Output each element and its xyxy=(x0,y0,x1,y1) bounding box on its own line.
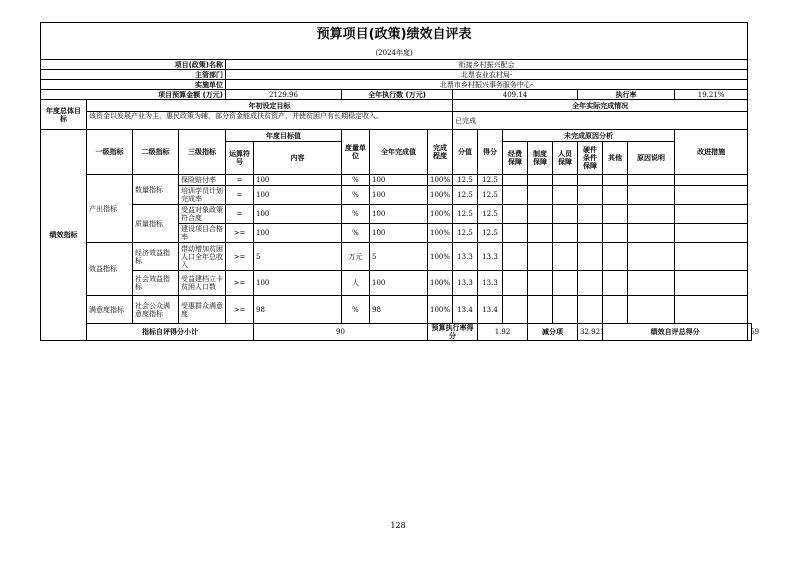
target-value-header: 年度目标值 xyxy=(226,130,342,142)
group-social: 社会效益指标 xyxy=(133,271,179,296)
rate-value: 19.21% xyxy=(675,90,748,100)
degree-cell: 100% xyxy=(428,271,453,296)
performance-indicators-label: 绩效指标 xyxy=(41,130,87,341)
total-score-label: 绩效自评总得分 xyxy=(603,324,748,341)
score-cell: 13.3 xyxy=(478,243,503,271)
page-title: 预算项目(政策)绩效自评表 xyxy=(41,23,748,48)
unit-cell: % xyxy=(342,175,370,186)
level3-header: 三级指标 xyxy=(179,130,226,175)
full-score-cell: 12.5 xyxy=(453,224,478,243)
level3-cell: 带动增加贫困人口全年总收入 xyxy=(179,243,226,271)
operator-cell: = xyxy=(226,205,254,224)
operator-cell: >= xyxy=(226,296,254,324)
degree-cell: 100% xyxy=(428,186,453,205)
level3-cell: 培训学员计划完成率 xyxy=(179,186,226,205)
content-cell: 100 xyxy=(254,271,342,296)
budget-value: 2129.96 xyxy=(226,90,342,100)
level3-cell: 受益建档立卡贫困人口数 xyxy=(179,271,226,296)
content-cell: 98 xyxy=(254,296,342,324)
score-cell: 12.5 xyxy=(478,205,503,224)
annual-cell: 98 xyxy=(370,296,428,324)
score-cell: 13.3 xyxy=(478,271,503,296)
table-row xyxy=(41,175,752,186)
annual-cell: 100 xyxy=(370,205,428,224)
content-cell: 100 xyxy=(254,186,342,205)
group-satisfaction: 满意度指标 xyxy=(87,296,133,324)
total-score-value: 59 xyxy=(748,324,752,341)
report-year: (2024年度) xyxy=(41,48,748,60)
degree-cell: 100% xyxy=(428,175,453,186)
content-cell: 100 xyxy=(254,205,342,224)
operator-cell: >= xyxy=(226,243,254,271)
execution-value: 409.14 xyxy=(453,90,578,100)
level1-header: 一级指标 xyxy=(87,130,133,175)
level2-header: 二级指标 xyxy=(133,130,179,175)
annual-cell: 100 xyxy=(370,186,428,205)
table-row xyxy=(41,271,752,296)
page-number: 128 xyxy=(390,521,406,530)
goal-label: 年度总体目标 xyxy=(41,100,87,130)
unit-cell: % xyxy=(342,224,370,243)
table-row xyxy=(41,243,752,271)
full-score-cell: 12.5 xyxy=(453,175,478,186)
group-benefit: 效益指标 xyxy=(87,243,133,296)
annual-value-header: 全年完成值 xyxy=(370,130,428,175)
group-quality: 质量指标 xyxy=(133,205,179,243)
score-header: 得分 xyxy=(478,130,503,175)
implementer-value: 北票市乡村振兴事务服务中心- xyxy=(226,80,748,90)
unit-header: 度量单位 xyxy=(342,130,370,175)
score-cell: 13.4 xyxy=(478,296,503,324)
full-score-cell: 12.5 xyxy=(453,205,478,224)
project-name-value: 衔接乡村振兴配会 xyxy=(226,60,748,70)
full-score-cell: 13.3 xyxy=(453,271,478,296)
actual-goal-header: 全年实际完成情况 xyxy=(453,100,748,112)
execution-label: 全年执行数 (万元) xyxy=(342,90,453,100)
initial-goal-header: 年初设定目标 xyxy=(87,100,453,112)
annual-cell: 100 xyxy=(370,224,428,243)
deduction-label: 减分项 xyxy=(528,324,578,341)
unit-cell: 人 xyxy=(342,271,370,296)
full-score-cell: 12.5 xyxy=(453,186,478,205)
score-cell: 12.5 xyxy=(478,175,503,186)
budget-label: 项目预算金额 (万元) xyxy=(41,90,226,100)
deduction-value: 32.921 xyxy=(578,324,603,341)
unit-cell: % xyxy=(342,296,370,324)
operator-cell: >= xyxy=(226,224,254,243)
operator-cell: = xyxy=(226,186,254,205)
full-score-cell: 13.3 xyxy=(453,243,478,271)
reason-staff-header: 人员保障 xyxy=(553,142,578,175)
content-header: 内容 xyxy=(254,142,342,175)
subtotal-label: 指标自评得分小计 xyxy=(87,324,254,341)
unit-cell: % xyxy=(342,186,370,205)
score-cell: 12.5 xyxy=(478,186,503,205)
performance-table xyxy=(40,22,760,341)
group-public-satisfaction: 社会公众满意度指标 xyxy=(133,296,179,324)
full-score-header: 分值 xyxy=(453,130,478,175)
exec-score-value: 1.92 xyxy=(478,324,528,341)
department-label: 主管部门 xyxy=(41,70,226,80)
unit-cell: % xyxy=(342,205,370,224)
annual-cell: 100 xyxy=(370,271,428,296)
operator-header: 运算符号 xyxy=(226,142,254,175)
degree-cell: 100% xyxy=(428,296,453,324)
project-name-label: 项目(政策)名称 xyxy=(41,60,226,70)
group-quantity: 数量指标 xyxy=(133,175,179,205)
group-economic: 经济效益指标 xyxy=(133,243,179,271)
operator-cell: = xyxy=(226,175,254,186)
level3-cell: 保险赔付率 xyxy=(179,175,226,186)
content-cell: 5 xyxy=(254,243,342,271)
degree-cell: 100% xyxy=(428,243,453,271)
reason-explain-header: 原因说明 xyxy=(628,142,675,175)
degree-cell: 100% xyxy=(428,205,453,224)
reason-hardware-header: 硬件条件保障 xyxy=(578,142,603,175)
level3-cell: 建设项目合格率 xyxy=(179,224,226,243)
department-value: 北票农业农村局- xyxy=(226,70,748,80)
content-cell: 100 xyxy=(254,224,342,243)
unit-cell: 万元 xyxy=(342,243,370,271)
unfinished-analysis-header: 未完成原因分析 xyxy=(503,130,675,142)
level3-cell: 受益对象政策符合度 xyxy=(179,205,226,224)
exec-score-label: 预算执行率得分 xyxy=(428,324,478,341)
initial-goal-text: 该资金以发展产业为主，惠民政策为辅，部分资金能成扶贫资产，并使贫困户有长期稳定收入。 xyxy=(87,112,453,130)
degree-cell: 100% xyxy=(428,224,453,243)
improvement-header: 改进措施 xyxy=(675,130,748,175)
subtotal-value: 90 xyxy=(254,324,428,341)
full-score-cell: 13.4 xyxy=(453,296,478,324)
implementer-label: 实施单位 xyxy=(41,80,226,90)
reason-system-header: 制度保障 xyxy=(528,142,553,175)
operator-cell: >= xyxy=(226,271,254,296)
rate-label: 执行率 xyxy=(578,90,675,100)
level3-cell: 受惠群众满意度 xyxy=(179,296,226,324)
score-cell: 12.5 xyxy=(478,224,503,243)
table-row xyxy=(41,205,752,224)
annual-cell: 100 xyxy=(370,175,428,186)
content-cell: 100 xyxy=(254,175,342,186)
completion-degree-header: 完成程度 xyxy=(428,130,453,175)
reason-funding-header: 经费保障 xyxy=(503,142,528,175)
group-output: 产出指标 xyxy=(87,175,133,243)
annual-cell: 5 xyxy=(370,243,428,271)
actual-goal-text: 已完成 xyxy=(453,112,748,130)
reason-other-header: 其他 xyxy=(603,142,628,175)
table-row xyxy=(41,296,752,324)
